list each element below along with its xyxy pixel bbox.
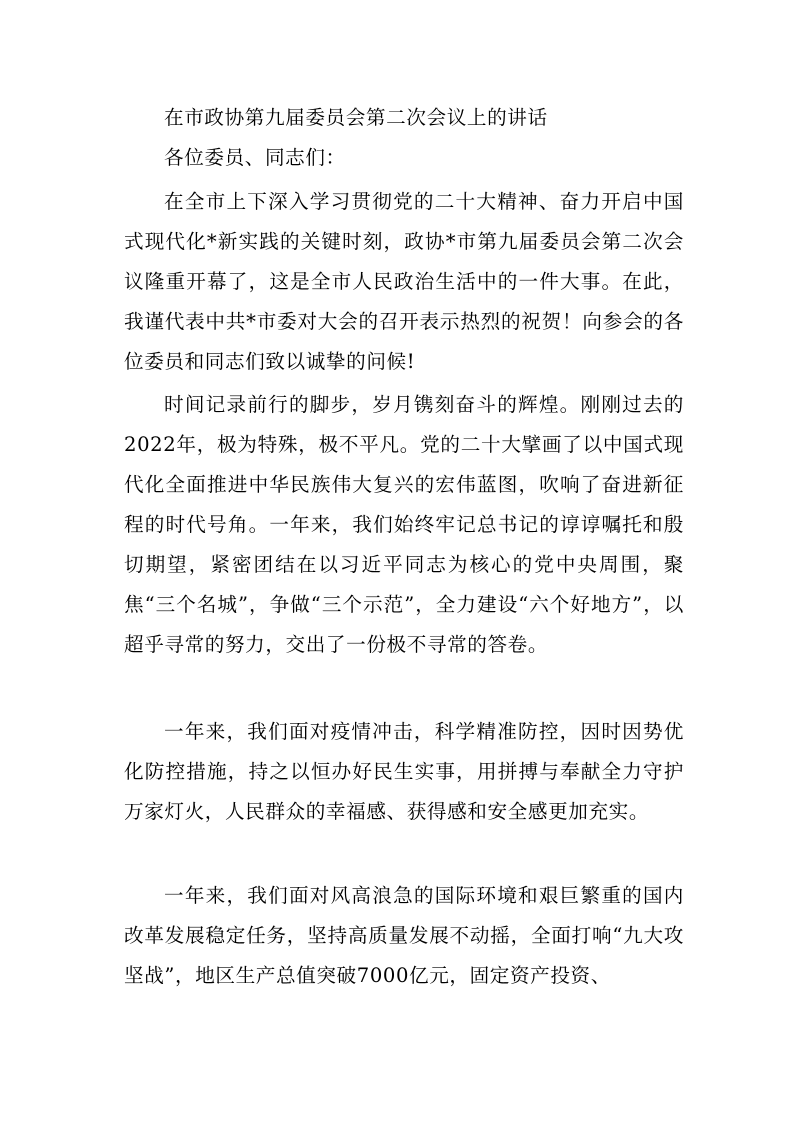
document-title: 在市政协第九届委员会第二次会议上的讲话	[164, 106, 548, 129]
paragraph-4: 一年来，我们面对风高浪急的国际环境和艰巨繁重的国内改革发展稳定任务，坚持高质量发展不动摇，全面打响“九大攻坚战”，地区生产总值突破7000亿元，固定资产投资、	[124, 884, 684, 987]
paragraph-1: 在全市上下深入学习贯彻党的二十大精神、奋力开启中国式现代化*新实践的关键时刻，政协*市第九届委员会第二次会议隆重开幕了，这是全市人民政治生活中的一件大事。在此，我谨代表中共*市委对大会的召开表示热烈的祝贺！向参会的各位委员和同志们致以诚挚的问候!	[124, 190, 684, 373]
paragraph-3: 一年来，我们面对疫情冲击，科学精准防控，因时因势优化防控措施，持之以恒办好民生实事，用拼搏与奉献全力守护万家灯火，人民群众的幸福感、获得感和安全感更加充实。	[124, 720, 684, 823]
paragraph-2: 时间记录前行的脚步，岁月镌刻奋斗的辉煌。刚刚过去的2022年，极为特殊，极不平凡。党的二十大擘画了以中国式现代化全面推进中华民族伟大复兴的宏伟蓝图，吹响了奋进新征程的时代号角。一年来，我们始终牢记总书记的谆谆嘱托和殷切期望，紧密团结在以习近平同志为核心的党中央周围，聚焦“三个名城”，争做“三个示范”，全力建设“六个好地方”，以超乎寻常的努力，交出了一份极不寻常的答卷。	[124, 393, 684, 656]
greeting: 各位委员、同志们：	[164, 146, 346, 169]
